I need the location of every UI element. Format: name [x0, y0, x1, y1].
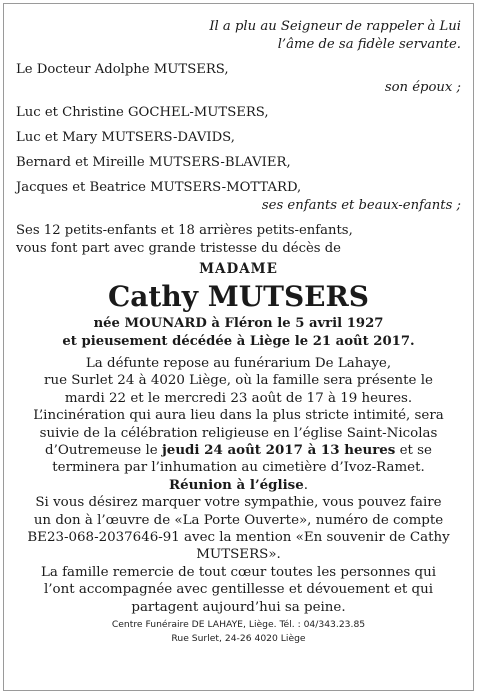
body-line-11: BE23-068-2037646-91 avec la mention «En souvenir de Cathy — [27, 530, 450, 546]
intro-line-1: Il a plu au Seigneur de rappeler à Lui — [209, 19, 461, 34]
body-line-5: suivie de la célébration religieuse en l’église Saint-Nicolas — [39, 425, 438, 441]
meeting-note: Réunion à l’église — [168, 476, 304, 493]
footer-line-1: Centre Funéraire DE LAHAYE, Liège. Tél. : 04/343.23.85 — [111, 619, 366, 631]
body-line-8 — [16, 477, 461, 494]
footer-line-2: Rue Surlet, 24-26 4020 Liège — [171, 633, 306, 645]
child-4: Jacques et Beatrice MUTSERS-MOTTARD, — [16, 180, 302, 195]
body-line-12: MUTSERS». — [196, 547, 281, 563]
meeting-note-period: . — [303, 477, 308, 493]
body-line-10: un don à l’œuvre de «La Porte Ouverte», numéro de compte — [33, 512, 444, 528]
deceased-title: MADAME — [199, 261, 278, 277]
body-line-4: L’incinération qui aura lieu dans la plus stricte intimité, sera — [33, 408, 444, 424]
ceremony-prefix: d’Outremeuse le — [45, 443, 162, 459]
intro-line-2: l’âme de sa fidèle servante. — [277, 37, 461, 52]
spouse-role: son époux ; — [384, 80, 461, 95]
ceremony-suffix: et se — [395, 443, 432, 459]
grandchildren-line-2: vous font part avec grande tristesse du décès de — [16, 241, 341, 256]
children-role: ses enfants et beaux-enfants ; — [261, 198, 461, 213]
spouse-name: Le Docteur Adolphe MUTSERS, — [16, 62, 229, 77]
birth-line: née MOUNARD à Fléron le 5 avril 1927 — [93, 316, 384, 331]
body-line-7: terminera par l’inhumation au cimetière d’Ivoz-Ramet. — [52, 460, 425, 476]
body-line-1: La défunte repose au funérarium De Lahaye, — [85, 356, 392, 371]
body-line-14: l’ont accompagnée avec gentillesse et dévouement et qui — [43, 582, 434, 598]
death-line: et pieusement décédée à Liège le 21 août 2017. — [62, 334, 415, 349]
child-2: Luc et Mary MUTSERS-DAVIDS, — [16, 130, 235, 145]
deceased-name: Cathy MUTSERS — [107, 280, 370, 313]
body-line-13: La famille remercie de tout cœur toutes les personnes qui — [40, 564, 437, 580]
body-line-2: rue Surlet 24 à 4020 Liège, où la famille sera présente le — [44, 373, 433, 389]
body-line-6 — [16, 442, 461, 459]
child-3: Bernard et Mireille MUTSERS-BLAVIER, — [16, 155, 291, 170]
ceremony-date: jeudi 24 août 2017 à 13 heures — [161, 442, 396, 459]
body-line-3: mardi 22 et le mercredi 23 août de 17 à 19 heures. — [64, 390, 413, 406]
body-line-9: Si vous désirez marquer votre sympathie, vous pouvez faire — [35, 495, 442, 511]
body-line-15: partagent aujourd’hui sa peine. — [131, 599, 346, 615]
obituary-content — [16, 18, 461, 646]
obituary-frame — [3, 3, 474, 691]
child-1: Luc et Christine GOCHEL-MUTSERS, — [16, 105, 269, 120]
grandchildren-line-1: Ses 12 petits-enfants et 18 arrières petits-enfants, — [16, 223, 353, 238]
